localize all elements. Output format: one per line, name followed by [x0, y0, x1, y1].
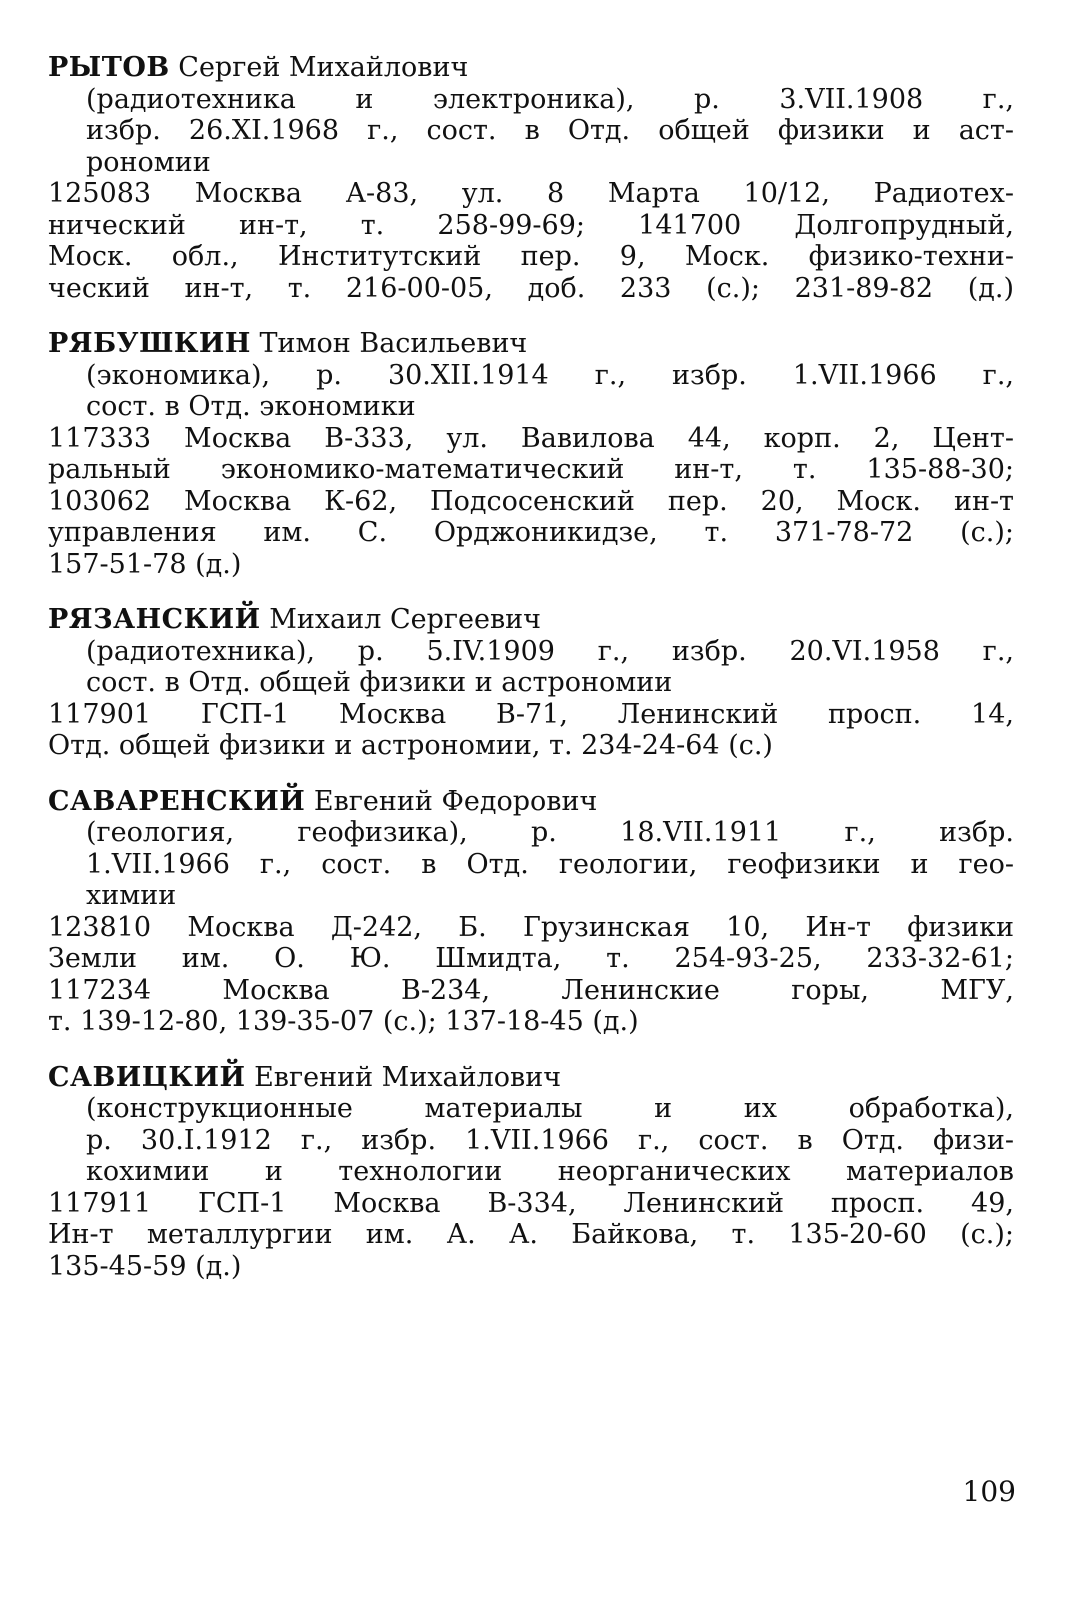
entry-detail-line: р. 30.I.1912 г., избр. 1.VII.1966 г., сост. в Отд. физи- [86, 1124, 1014, 1156]
entry-address-line: 123810 Москва Д-242, Б. Грузинская 10, Ин-т физики [48, 911, 1014, 943]
entry-surname: РЯБУШКИН [48, 328, 251, 359]
entry-address-line: 157-51-78 (д.) [48, 548, 242, 580]
entry-heading [48, 52, 1014, 84]
directory-page [48, 52, 1014, 1306]
entry-address-line: 103062 Москва К-62, Подсосенский пер. 20, Моск. ин-т [48, 485, 1014, 517]
entry-address-line: 117234 Москва В-234, Ленинские горы, МГУ, [48, 974, 1014, 1006]
entry-given-names: Михаил Сергеевич [269, 604, 542, 635]
entry-detail-line: (радиотехника и электроника), р. 3.VII.1908 г., [86, 83, 1014, 115]
entry-detail-line: 1.VII.1966 г., сост. в Отд. геологии, геофизики и гео- [86, 848, 1014, 880]
directory-entry [48, 328, 1014, 580]
directory-entry [48, 52, 1014, 304]
entry-heading [48, 1062, 1014, 1094]
entry-address-line: 117333 Москва В-333, ул. Вавилова 44, корп. 2, Цент- [48, 422, 1014, 454]
entry-surname: САВИЦКИЙ [48, 1061, 246, 1093]
entry-address-line: управления им. С. Орджоникидзе, т. 371-78-72 (с.); [48, 517, 1014, 548]
entry-surname: САВАРЕНСКИЙ [48, 785, 306, 817]
entry-heading [48, 604, 1014, 636]
entry-address-line: Моск. обл., Институтский пер. 9, Моск. физико-техни- [48, 241, 1014, 272]
page-number: 109 [962, 1475, 1016, 1508]
entry-address-line: нический ин-т, т. 258-99-69; 141700 Долгопрудный, [48, 209, 1014, 241]
entry-address-line: ческий ин-т, т. 216-00-05, доб. 233 (с.); 231-89-82 (д.) [48, 272, 1014, 304]
entry-given-names: Евгений Михайлович [254, 1061, 562, 1093]
entry-detail-line: избр. 26.XI.1968 г., сост. в Отд. общей физики и аст- [86, 115, 1014, 146]
entry-detail-line: кохимии и технологии неорганических материалов [86, 1156, 1014, 1187]
entry-address-line: Отд. общей физики и астрономии, т. 234-24-64 (с.) [48, 730, 773, 761]
entry-given-names: Тимон Васильевич [259, 328, 528, 359]
entry-heading [48, 786, 1014, 818]
entry-address-line: 135-45-59 (д.) [48, 1250, 242, 1282]
directory-entry [48, 604, 1014, 762]
entry-detail-line: сост. в Отд. общей физики и астрономии [86, 667, 673, 698]
entry-heading [48, 328, 1014, 360]
entry-address-line: 117911 ГСП-1 Москва В-334, Ленинский просп. 49, [48, 1187, 1014, 1219]
entry-detail-line: (радиотехника), р. 5.IV.1909 г., избр. 20.VI.1958 г., [86, 635, 1014, 667]
entry-address-line: ральный экономико-математический ин-т, т. 135-88-30; [48, 454, 1014, 485]
entry-given-names: Евгений Федорович [313, 785, 598, 817]
entry-surname: РЯЗАНСКИЙ [48, 604, 261, 635]
entry-detail-line: (геология, геофизика), р. 18.VII.1911 г., избр. [86, 817, 1014, 848]
entry-address-line: Земли им. О. Ю. Шмидта, т. 254-93-25, 233-32-61; [48, 943, 1014, 974]
entry-detail-line: химии [86, 880, 177, 911]
directory-entry [48, 1062, 1014, 1283]
entry-detail-line: (экономика), р. 30.XII.1914 г., избр. 1.VII.1966 г., [86, 359, 1014, 391]
entry-address-line: т. 139-12-80, 139-35-07 (с.); 137-18-45 (д.) [48, 1006, 639, 1037]
entry-detail-line: рономии [86, 146, 211, 178]
directory-entry [48, 786, 1014, 1038]
entry-given-names: Сергей Михайлович [178, 52, 469, 83]
entry-detail-line: (конструкционные материалы и их обработка), [86, 1093, 1014, 1124]
entry-surname: РЫТОВ [48, 52, 170, 83]
entry-address-line: Ин-т металлургии им. А. А. Байкова, т. 135-20-60 (с.); [48, 1219, 1014, 1250]
entry-detail-line: сост. в Отд. экономики [86, 391, 416, 422]
entry-address-line: 125083 Москва А-83, ул. 8 Марта 10/12, Радиотех- [48, 178, 1014, 209]
entry-address-line: 117901 ГСП-1 Москва В-71, Ленинский просп. 14, [48, 698, 1014, 730]
